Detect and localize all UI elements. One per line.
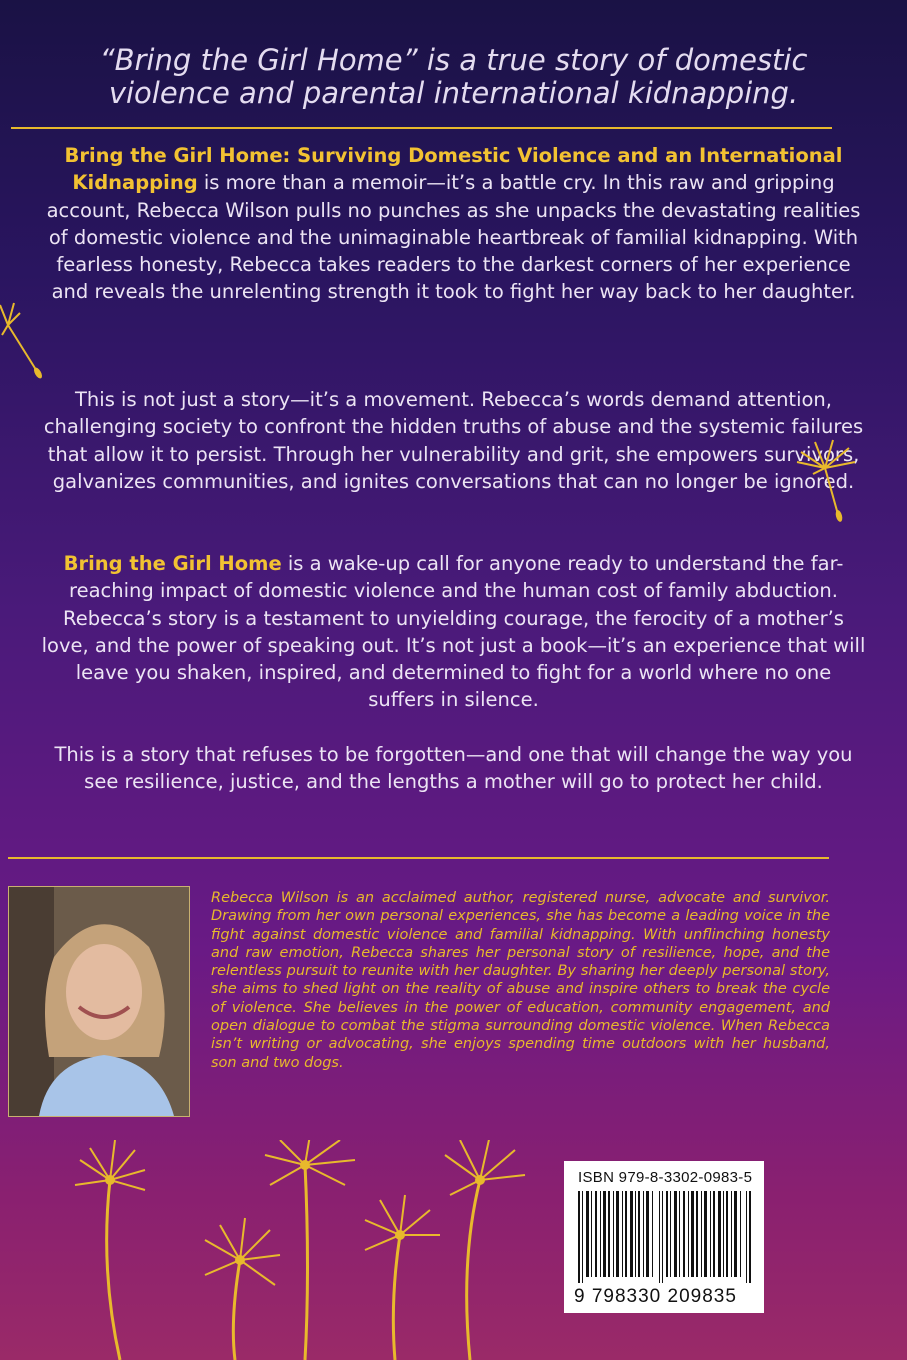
book-title-bold: Bring the Girl Home: Surviving Domestic Violence and an International Kidnapping (64, 144, 843, 195)
dandelion-flowers-icon (60, 1140, 560, 1360)
author-photo (8, 886, 190, 1117)
top-divider (11, 127, 832, 129)
dandelion-seed-icon-left (0, 295, 50, 385)
isbn-digits: 9 798330 209835 (574, 1286, 737, 1307)
bottom-divider (8, 857, 829, 859)
paragraph-1-text: is more than a memoir—it’s a battle cry. In this raw and gripping account, Rebecca Wilson pulls no punches as she unpacks the devastating realities of domestic violence and the unimaginable heartbreak of familial kidnapping. With fearless honesty, Rebecca takes readers to the darkest corners of her experience and reveals the unrelenting strength it took to fight her way back to her daughter. (46, 171, 861, 304)
tagline: “Bring the Girl Home” is a true story of domestic violence and parental international kidnapping. (99, 43, 808, 110)
isbn-label: ISBN 979-8-3302-0983-5 (578, 1169, 753, 1186)
description-paragraph-1 (40, 142, 867, 306)
paragraph-3-text: is a wake-up call for anyone ready to understand the far-reaching impact of domestic violence and the human cost of family abduction. Rebecca’s story is a testament to unyielding courage, the ferocity of a mother’s love, and the power of speaking out. It’s not just a book—it’s an experience that will leave you shaken, inspired, and determined to fight for a world where no one suffers in silence. (41, 552, 866, 712)
book-title-highlight: Bring the Girl Home (63, 552, 282, 575)
description-paragraph-3 (40, 550, 867, 714)
barcode-bars (574, 1191, 754, 1283)
description-paragraph-4: This is a story that refuses to be forgotten—and one that will change the way you see resilience, justice, and the lengths a mother will go to protect her child. (54, 743, 853, 794)
dandelion-seed-icon-right (793, 438, 863, 523)
author-bio: Rebecca Wilson is an acclaimed author, registered nurse, advocate and survivor. Drawing from her own personal experiences, she has become a leading voice in the fight against domestic violence and familial kidnapping. With unflinching honesty and raw emotion, Rebecca shares her personal story of resilience, hope, and the relentless pursuit to reunite with her daughter. By sharing her deeply personal story, she aims to shed light on the reality of abuse and inspire others to break the cycle of violence. She believes in the power of education, community engagement, and open dialogue to combat the stigma surrounding domestic violence. When Rebecca isn’t writing or advocating, she enjoys spending time outdoors with her husband, son and two dogs. (211, 890, 830, 1071)
description-paragraph-2: This is not just a story—it’s a movement. Rebecca’s words demand attention, challenging society to confront the hidden truths of abuse and the systemic failures that allow it to persist. Through her vulnerability and grit, she empowers survivors, galvanizes communities, and ignites conversations that can no longer be ignored. (43, 388, 864, 493)
isbn-barcode (564, 1161, 764, 1313)
